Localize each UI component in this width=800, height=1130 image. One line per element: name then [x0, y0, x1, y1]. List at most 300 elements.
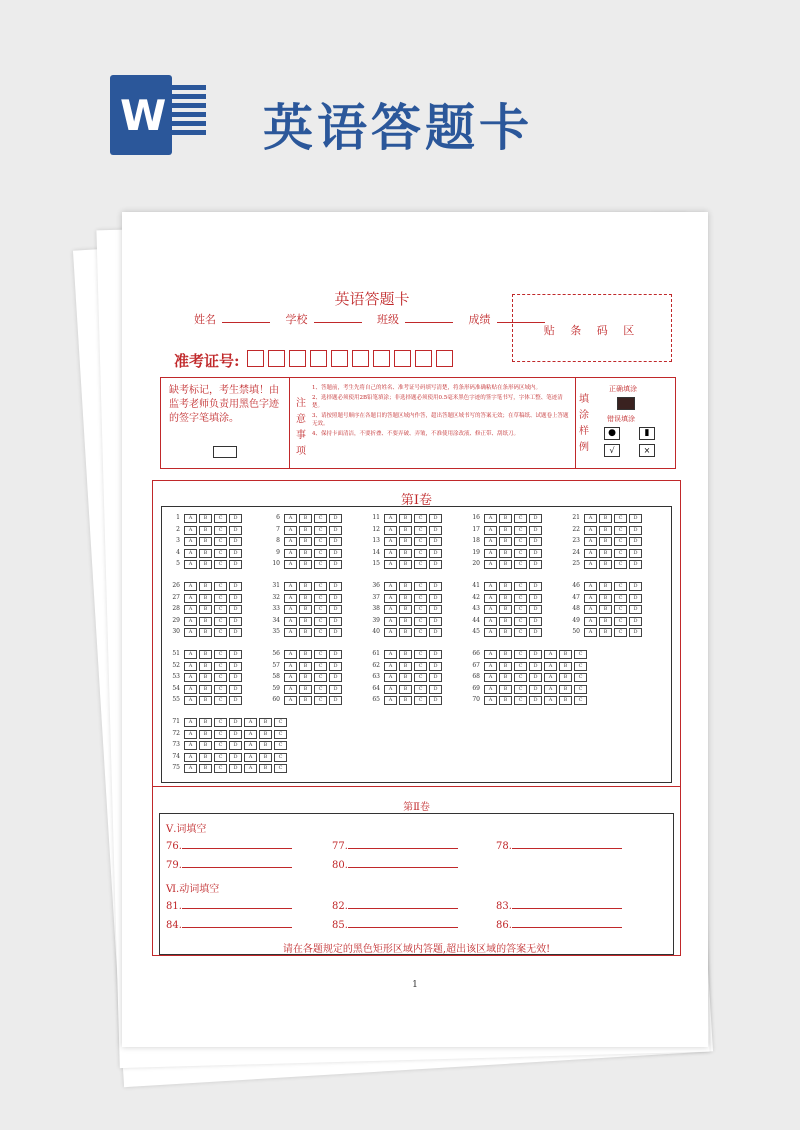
- answer-bubble[interactable]: C: [214, 741, 227, 750]
- answer-bubble[interactable]: B: [599, 514, 612, 523]
- answer-bubble[interactable]: A: [284, 582, 297, 591]
- answer-bubble[interactable]: C: [214, 764, 227, 773]
- answer-bubble[interactable]: A: [284, 696, 297, 705]
- answer-bubble[interactable]: D: [229, 605, 242, 614]
- answer-bubble[interactable]: D: [429, 549, 442, 558]
- answer-bubble[interactable]: B: [559, 662, 572, 671]
- answer-bubble[interactable]: D: [629, 549, 642, 558]
- answer-bubble[interactable]: C: [514, 605, 527, 614]
- answer-bubble[interactable]: A: [384, 617, 397, 626]
- answer-bubble[interactable]: D: [529, 537, 542, 546]
- answer-bubble[interactable]: B: [599, 594, 612, 603]
- answer-bubble[interactable]: D: [229, 696, 242, 705]
- answer-bubble[interactable]: C: [314, 696, 327, 705]
- answer-bubble[interactable]: D: [229, 560, 242, 569]
- answer-bubble[interactable]: B: [399, 582, 412, 591]
- answer-bubble[interactable]: C: [214, 594, 227, 603]
- answer-bubble[interactable]: B: [299, 537, 312, 546]
- answer-bubble[interactable]: C: [414, 582, 427, 591]
- answer-bubble[interactable]: C: [214, 617, 227, 626]
- answer-bubble[interactable]: C: [274, 718, 287, 727]
- answer-bubble[interactable]: B: [199, 662, 212, 671]
- exam-id-digit-box[interactable]: [436, 350, 453, 367]
- answer-bubble[interactable]: D: [229, 741, 242, 750]
- answer-bubble[interactable]: A: [284, 617, 297, 626]
- answer-bubble[interactable]: B: [559, 650, 572, 659]
- answer-bubble[interactable]: B: [499, 537, 512, 546]
- answer-bubble[interactable]: A: [384, 594, 397, 603]
- answer-bubble[interactable]: B: [399, 514, 412, 523]
- answer-bubble[interactable]: A: [584, 537, 597, 546]
- answer-bubble[interactable]: A: [384, 685, 397, 694]
- answer-bubble[interactable]: A: [584, 617, 597, 626]
- answer-bubble[interactable]: A: [544, 662, 557, 671]
- answer-bubble[interactable]: A: [384, 537, 397, 546]
- answer-bubble[interactable]: D: [529, 605, 542, 614]
- answer-bubble[interactable]: A: [584, 560, 597, 569]
- answer-bubble[interactable]: B: [559, 673, 572, 682]
- answer-bubble[interactable]: A: [584, 628, 597, 637]
- answer-bubble[interactable]: B: [299, 628, 312, 637]
- answer-bubble[interactable]: B: [199, 628, 212, 637]
- answer-bubble[interactable]: D: [229, 549, 242, 558]
- answer-bubble[interactable]: C: [314, 650, 327, 659]
- answer-bubble[interactable]: C: [314, 537, 327, 546]
- answer-bubble[interactable]: C: [214, 560, 227, 569]
- answer-bubble[interactable]: C: [614, 628, 627, 637]
- answer-bubble[interactable]: A: [284, 673, 297, 682]
- answer-bubble[interactable]: B: [199, 730, 212, 739]
- answer-bubble[interactable]: B: [259, 730, 272, 739]
- answer-bubble[interactable]: A: [284, 526, 297, 535]
- answer-bubble[interactable]: B: [559, 696, 572, 705]
- answer-bubble[interactable]: A: [184, 560, 197, 569]
- answer-bubble[interactable]: C: [514, 696, 527, 705]
- answer-bubble[interactable]: D: [429, 685, 442, 694]
- answer-bubble[interactable]: C: [514, 582, 527, 591]
- answer-bubble[interactable]: D: [529, 549, 542, 558]
- answer-bubble[interactable]: B: [499, 526, 512, 535]
- answer-bubble[interactable]: B: [399, 605, 412, 614]
- answer-bubble[interactable]: B: [399, 594, 412, 603]
- answer-bubble[interactable]: A: [184, 718, 197, 727]
- answer-bubble[interactable]: A: [284, 594, 297, 603]
- answer-bubble[interactable]: B: [199, 764, 212, 773]
- answer-bubble[interactable]: C: [314, 673, 327, 682]
- answer-bubble[interactable]: A: [484, 617, 497, 626]
- answer-bubble[interactable]: B: [399, 526, 412, 535]
- answer-bubble[interactable]: B: [499, 650, 512, 659]
- answer-bubble[interactable]: D: [429, 560, 442, 569]
- answer-bubble[interactable]: B: [259, 753, 272, 762]
- answer-bubble[interactable]: C: [274, 730, 287, 739]
- answer-bubble[interactable]: B: [399, 650, 412, 659]
- answer-bubble[interactable]: A: [184, 741, 197, 750]
- answer-bubble[interactable]: C: [414, 628, 427, 637]
- answer-bubble[interactable]: B: [399, 617, 412, 626]
- answer-bubble[interactable]: B: [199, 594, 212, 603]
- answer-bubble[interactable]: D: [429, 594, 442, 603]
- blank-77[interactable]: 77.: [332, 840, 458, 852]
- exam-id-digit-box[interactable]: [268, 350, 285, 367]
- answer-bubble[interactable]: D: [229, 764, 242, 773]
- answer-bubble[interactable]: B: [499, 560, 512, 569]
- answer-bubble[interactable]: D: [329, 582, 342, 591]
- answer-bubble[interactable]: D: [229, 526, 242, 535]
- answer-bubble[interactable]: D: [629, 560, 642, 569]
- answer-bubble[interactable]: D: [329, 526, 342, 535]
- answer-bubble[interactable]: C: [214, 628, 227, 637]
- answer-bubble[interactable]: D: [629, 628, 642, 637]
- answer-bubble[interactable]: A: [284, 605, 297, 614]
- answer-bubble[interactable]: A: [484, 685, 497, 694]
- answer-bubble[interactable]: C: [314, 560, 327, 569]
- answer-bubble[interactable]: A: [184, 514, 197, 523]
- answer-bubble[interactable]: D: [629, 594, 642, 603]
- answer-bubble[interactable]: D: [229, 650, 242, 659]
- answer-bubble[interactable]: C: [574, 662, 587, 671]
- answer-bubble[interactable]: B: [599, 560, 612, 569]
- answer-bubble[interactable]: A: [584, 526, 597, 535]
- answer-bubble[interactable]: B: [299, 673, 312, 682]
- answer-bubble[interactable]: C: [414, 685, 427, 694]
- answer-bubble[interactable]: D: [429, 514, 442, 523]
- answer-bubble[interactable]: A: [384, 560, 397, 569]
- answer-bubble[interactable]: C: [314, 549, 327, 558]
- answer-bubble[interactable]: B: [259, 741, 272, 750]
- answer-bubble[interactable]: B: [599, 605, 612, 614]
- answer-bubble[interactable]: B: [499, 514, 512, 523]
- answer-bubble[interactable]: C: [614, 514, 627, 523]
- answer-bubble[interactable]: B: [299, 662, 312, 671]
- answer-bubble[interactable]: A: [384, 650, 397, 659]
- answer-bubble[interactable]: C: [414, 514, 427, 523]
- answer-bubble[interactable]: D: [429, 662, 442, 671]
- answer-bubble[interactable]: C: [214, 537, 227, 546]
- answer-bubble[interactable]: B: [599, 617, 612, 626]
- answer-bubble[interactable]: A: [284, 662, 297, 671]
- answer-bubble[interactable]: B: [499, 617, 512, 626]
- answer-bubble[interactable]: C: [514, 560, 527, 569]
- answer-bubble[interactable]: D: [329, 673, 342, 682]
- answer-bubble[interactable]: C: [514, 662, 527, 671]
- blank-82[interactable]: 82.: [332, 900, 458, 912]
- answer-bubble[interactable]: B: [299, 605, 312, 614]
- answer-bubble[interactable]: B: [299, 560, 312, 569]
- answer-bubble[interactable]: D: [229, 582, 242, 591]
- answer-bubble[interactable]: A: [184, 605, 197, 614]
- answer-bubble[interactable]: D: [529, 594, 542, 603]
- answer-bubble[interactable]: D: [229, 685, 242, 694]
- answer-bubble[interactable]: B: [299, 582, 312, 591]
- answer-bubble[interactable]: A: [184, 685, 197, 694]
- blank-85[interactable]: 85.: [332, 919, 458, 931]
- answer-bubble[interactable]: C: [314, 526, 327, 535]
- answer-bubble[interactable]: D: [329, 685, 342, 694]
- answer-bubble[interactable]: A: [284, 650, 297, 659]
- answer-bubble[interactable]: A: [184, 594, 197, 603]
- answer-bubble[interactable]: B: [399, 628, 412, 637]
- answer-bubble[interactable]: A: [484, 526, 497, 535]
- answer-bubble[interactable]: C: [314, 594, 327, 603]
- answer-bubble[interactable]: D: [229, 617, 242, 626]
- answer-bubble[interactable]: A: [544, 685, 557, 694]
- class-field[interactable]: [405, 322, 453, 323]
- answer-bubble[interactable]: B: [259, 718, 272, 727]
- answer-bubble[interactable]: B: [299, 696, 312, 705]
- answer-bubble[interactable]: A: [184, 628, 197, 637]
- answer-bubble[interactable]: D: [229, 673, 242, 682]
- answer-bubble[interactable]: B: [299, 594, 312, 603]
- answer-bubble[interactable]: C: [214, 730, 227, 739]
- answer-bubble[interactable]: C: [274, 741, 287, 750]
- answer-bubble[interactable]: D: [229, 662, 242, 671]
- answer-bubble[interactable]: D: [229, 514, 242, 523]
- answer-bubble[interactable]: B: [499, 662, 512, 671]
- answer-bubble[interactable]: B: [399, 662, 412, 671]
- answer-bubble[interactable]: C: [414, 594, 427, 603]
- answer-bubble[interactable]: D: [329, 537, 342, 546]
- answer-bubble[interactable]: C: [614, 526, 627, 535]
- answer-bubble[interactable]: C: [614, 537, 627, 546]
- answer-bubble[interactable]: B: [199, 537, 212, 546]
- answer-bubble[interactable]: C: [214, 549, 227, 558]
- answer-bubble[interactable]: B: [299, 617, 312, 626]
- answer-bubble[interactable]: C: [314, 605, 327, 614]
- answer-bubble[interactable]: A: [184, 526, 197, 535]
- answer-bubble[interactable]: C: [614, 582, 627, 591]
- answer-bubble[interactable]: C: [514, 526, 527, 535]
- answer-bubble[interactable]: C: [574, 685, 587, 694]
- answer-bubble[interactable]: B: [499, 685, 512, 694]
- answer-bubble[interactable]: B: [399, 673, 412, 682]
- answer-bubble[interactable]: B: [399, 696, 412, 705]
- answer-bubble[interactable]: A: [184, 537, 197, 546]
- answer-bubble[interactable]: D: [529, 560, 542, 569]
- exam-id-digit-box[interactable]: [373, 350, 390, 367]
- answer-bubble[interactable]: D: [329, 605, 342, 614]
- answer-bubble[interactable]: D: [429, 650, 442, 659]
- answer-bubble[interactable]: B: [499, 582, 512, 591]
- answer-bubble[interactable]: D: [629, 605, 642, 614]
- answer-bubble[interactable]: A: [244, 730, 257, 739]
- answer-bubble[interactable]: B: [299, 549, 312, 558]
- answer-bubble[interactable]: B: [299, 685, 312, 694]
- answer-bubble[interactable]: A: [384, 582, 397, 591]
- answer-bubble[interactable]: A: [184, 650, 197, 659]
- answer-bubble[interactable]: D: [229, 537, 242, 546]
- answer-bubble[interactable]: A: [484, 582, 497, 591]
- answer-bubble[interactable]: B: [199, 560, 212, 569]
- answer-bubble[interactable]: A: [544, 650, 557, 659]
- answer-bubble[interactable]: C: [414, 537, 427, 546]
- answer-bubble[interactable]: A: [484, 549, 497, 558]
- answer-bubble[interactable]: D: [429, 673, 442, 682]
- answer-bubble[interactable]: D: [329, 594, 342, 603]
- answer-bubble[interactable]: B: [299, 514, 312, 523]
- answer-bubble[interactable]: A: [384, 673, 397, 682]
- answer-bubble[interactable]: D: [429, 617, 442, 626]
- answer-bubble[interactable]: A: [584, 582, 597, 591]
- answer-bubble[interactable]: D: [529, 650, 542, 659]
- answer-bubble[interactable]: A: [184, 617, 197, 626]
- answer-bubble[interactable]: A: [284, 560, 297, 569]
- blank-79[interactable]: 79.: [166, 859, 292, 871]
- answer-bubble[interactable]: B: [199, 685, 212, 694]
- answer-bubble[interactable]: C: [514, 650, 527, 659]
- answer-bubble[interactable]: B: [259, 764, 272, 773]
- answer-bubble[interactable]: B: [199, 514, 212, 523]
- answer-bubble[interactable]: A: [584, 549, 597, 558]
- answer-bubble[interactable]: C: [314, 685, 327, 694]
- answer-bubble[interactable]: D: [329, 617, 342, 626]
- answer-bubble[interactable]: B: [559, 685, 572, 694]
- blank-84[interactable]: 84.: [166, 919, 292, 931]
- answer-bubble[interactable]: D: [429, 605, 442, 614]
- answer-bubble[interactable]: B: [499, 673, 512, 682]
- answer-bubble[interactable]: C: [514, 549, 527, 558]
- answer-bubble[interactable]: B: [599, 628, 612, 637]
- answer-bubble[interactable]: C: [314, 628, 327, 637]
- answer-bubble[interactable]: B: [599, 526, 612, 535]
- blank-86[interactable]: 86.: [496, 919, 622, 931]
- answer-bubble[interactable]: B: [199, 741, 212, 750]
- answer-bubble[interactable]: B: [499, 594, 512, 603]
- answer-bubble[interactable]: C: [274, 753, 287, 762]
- answer-bubble[interactable]: A: [484, 628, 497, 637]
- answer-bubble[interactable]: C: [514, 685, 527, 694]
- answer-bubble[interactable]: C: [574, 696, 587, 705]
- blank-81[interactable]: 81.: [166, 900, 292, 912]
- answer-bubble[interactable]: A: [284, 549, 297, 558]
- answer-bubble[interactable]: B: [299, 526, 312, 535]
- answer-bubble[interactable]: D: [529, 662, 542, 671]
- exam-id-boxes[interactable]: [247, 350, 457, 371]
- blank-83[interactable]: 83.: [496, 900, 622, 912]
- answer-bubble[interactable]: C: [214, 582, 227, 591]
- answer-bubble[interactable]: A: [184, 764, 197, 773]
- answer-bubble[interactable]: B: [399, 549, 412, 558]
- school-field[interactable]: [314, 322, 362, 323]
- answer-bubble[interactable]: C: [214, 685, 227, 694]
- answer-bubble[interactable]: C: [214, 696, 227, 705]
- exam-id-digit-box[interactable]: [352, 350, 369, 367]
- answer-bubble[interactable]: D: [429, 696, 442, 705]
- answer-bubble[interactable]: D: [529, 582, 542, 591]
- name-field[interactable]: [222, 322, 270, 323]
- answer-bubble[interactable]: D: [629, 617, 642, 626]
- answer-bubble[interactable]: C: [614, 549, 627, 558]
- answer-bubble[interactable]: B: [399, 537, 412, 546]
- answer-bubble[interactable]: B: [199, 753, 212, 762]
- answer-bubble[interactable]: A: [484, 560, 497, 569]
- answer-bubble[interactable]: A: [484, 605, 497, 614]
- answer-bubble[interactable]: B: [499, 696, 512, 705]
- answer-bubble[interactable]: A: [484, 673, 497, 682]
- answer-bubble[interactable]: C: [414, 605, 427, 614]
- answer-bubble[interactable]: C: [214, 526, 227, 535]
- answer-bubble[interactable]: C: [514, 514, 527, 523]
- answer-bubble[interactable]: B: [399, 560, 412, 569]
- answer-bubble[interactable]: B: [399, 685, 412, 694]
- answer-bubble[interactable]: A: [384, 605, 397, 614]
- answer-bubble[interactable]: D: [229, 594, 242, 603]
- answer-bubble[interactable]: C: [614, 594, 627, 603]
- answer-bubble[interactable]: C: [214, 718, 227, 727]
- answer-bubble[interactable]: D: [429, 628, 442, 637]
- answer-bubble[interactable]: A: [384, 628, 397, 637]
- answer-bubble[interactable]: B: [499, 605, 512, 614]
- answer-bubble[interactable]: C: [414, 617, 427, 626]
- answer-bubble[interactable]: A: [384, 549, 397, 558]
- answer-bubble[interactable]: D: [629, 537, 642, 546]
- answer-bubble[interactable]: A: [484, 662, 497, 671]
- exam-id-digit-box[interactable]: [310, 350, 327, 367]
- answer-bubble[interactable]: A: [184, 673, 197, 682]
- answer-bubble[interactable]: A: [484, 650, 497, 659]
- answer-bubble[interactable]: C: [214, 662, 227, 671]
- answer-bubble[interactable]: D: [529, 526, 542, 535]
- blank-80[interactable]: 80.: [332, 859, 458, 871]
- answer-bubble[interactable]: C: [414, 662, 427, 671]
- answer-bubble[interactable]: A: [244, 741, 257, 750]
- answer-bubble[interactable]: A: [284, 537, 297, 546]
- answer-bubble[interactable]: A: [584, 514, 597, 523]
- answer-bubble[interactable]: D: [229, 718, 242, 727]
- answer-bubble[interactable]: C: [214, 673, 227, 682]
- answer-bubble[interactable]: C: [414, 650, 427, 659]
- exam-id-digit-box[interactable]: [247, 350, 264, 367]
- exam-id-digit-box[interactable]: [289, 350, 306, 367]
- answer-bubble[interactable]: D: [329, 560, 342, 569]
- answer-bubble[interactable]: C: [614, 617, 627, 626]
- answer-bubble[interactable]: A: [484, 594, 497, 603]
- answer-bubble[interactable]: C: [314, 514, 327, 523]
- answer-bubble[interactable]: B: [299, 650, 312, 659]
- answer-bubble[interactable]: A: [284, 685, 297, 694]
- answer-bubble[interactable]: A: [384, 526, 397, 535]
- answer-bubble[interactable]: B: [199, 526, 212, 535]
- answer-bubble[interactable]: A: [484, 696, 497, 705]
- answer-bubble[interactable]: A: [384, 662, 397, 671]
- answer-bubble[interactable]: D: [329, 628, 342, 637]
- answer-bubble[interactable]: C: [574, 673, 587, 682]
- answer-bubble[interactable]: C: [414, 673, 427, 682]
- blank-76[interactable]: 76.: [166, 840, 292, 852]
- answer-bubble[interactable]: D: [429, 582, 442, 591]
- answer-bubble[interactable]: B: [599, 549, 612, 558]
- answer-bubble[interactable]: B: [599, 537, 612, 546]
- answer-bubble[interactable]: D: [429, 526, 442, 535]
- answer-bubble[interactable]: D: [429, 537, 442, 546]
- answer-bubble[interactable]: C: [314, 582, 327, 591]
- answer-bubble[interactable]: D: [329, 549, 342, 558]
- answer-bubble[interactable]: A: [384, 514, 397, 523]
- answer-bubble[interactable]: A: [244, 718, 257, 727]
- answer-bubble[interactable]: D: [529, 617, 542, 626]
- answer-bubble[interactable]: A: [544, 696, 557, 705]
- answer-bubble[interactable]: D: [529, 685, 542, 694]
- answer-bubble[interactable]: D: [229, 730, 242, 739]
- answer-bubble[interactable]: C: [514, 594, 527, 603]
- answer-bubble[interactable]: A: [184, 730, 197, 739]
- answer-bubble[interactable]: D: [229, 628, 242, 637]
- answer-bubble[interactable]: B: [499, 549, 512, 558]
- exam-id-digit-box[interactable]: [415, 350, 432, 367]
- answer-bubble[interactable]: D: [229, 753, 242, 762]
- answer-bubble[interactable]: C: [414, 526, 427, 535]
- answer-bubble[interactable]: B: [199, 549, 212, 558]
